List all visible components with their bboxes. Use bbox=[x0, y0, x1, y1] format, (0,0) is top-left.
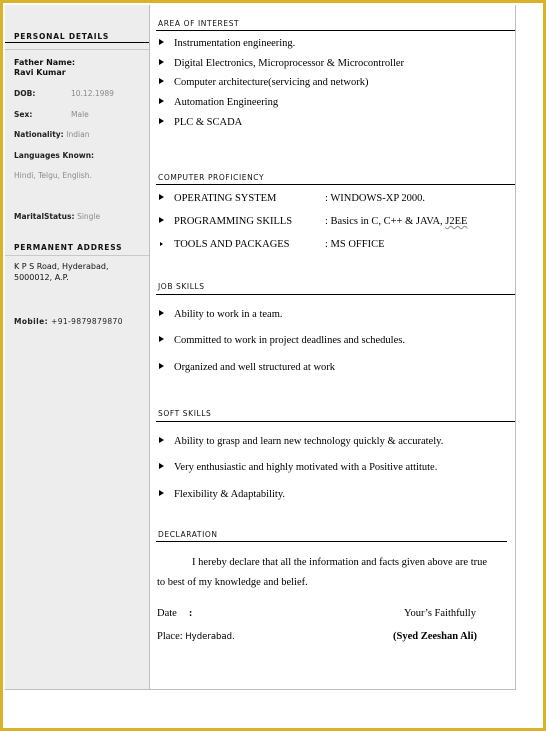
soft-item: Flexibility & Adaptability. bbox=[174, 489, 285, 500]
address-line2: 5000012, A.P. bbox=[14, 273, 69, 282]
sex-label: Sex: bbox=[14, 110, 33, 119]
job-item: Organized and well structured at work bbox=[174, 362, 335, 373]
job-item: Ability to work in a team. bbox=[174, 309, 282, 320]
bullet-arrow-icon bbox=[159, 78, 164, 84]
marital-label-text: MaritalStatus: bbox=[14, 212, 75, 221]
bullet-arrow-icon bbox=[159, 39, 164, 45]
personal-heading-subrule bbox=[5, 49, 149, 50]
bullet-arrow-icon bbox=[159, 118, 164, 124]
mobile-label: Mobile: bbox=[14, 317, 49, 326]
closing-text: Your’s Faithfully bbox=[404, 608, 476, 619]
computer-heading: COMPUTER PROFICIENCY bbox=[158, 173, 265, 182]
mobile-row bbox=[14, 317, 123, 326]
soft-item: Very enthusiastic and highly motivated with a Positive attitute. bbox=[174, 462, 437, 473]
tools-row bbox=[174, 239, 290, 250]
declaration-line1: I hereby declare that all the information and facts given above are true bbox=[192, 557, 488, 568]
j2ee-text: J2EE bbox=[445, 216, 468, 227]
soft-item: Ability to grasp and learn new technology quickly & accurately. bbox=[174, 436, 443, 447]
personal-heading-rule bbox=[5, 42, 149, 43]
interest-item: PLC & SCADA bbox=[174, 117, 242, 128]
bullet-arrow-icon bbox=[159, 437, 164, 443]
nationality-label bbox=[14, 130, 89, 139]
sex-value: Male bbox=[71, 110, 89, 119]
personal-details-heading: PERSONAL DETAILS bbox=[14, 32, 110, 41]
interest-item: Automation Engineering bbox=[174, 97, 278, 108]
place-value: Hyderabad. bbox=[185, 632, 235, 642]
programming-label: PROGRAMMING SKILLS bbox=[174, 216, 293, 227]
languages-value: Hindi, Telgu, English. bbox=[14, 171, 92, 180]
declaration-heading: DECLARATION bbox=[158, 530, 218, 539]
father-name-label: Father Name: bbox=[14, 58, 76, 67]
tools-label: TOOLS AND PACKAGES bbox=[174, 239, 290, 250]
soft-heading-rule bbox=[156, 421, 515, 422]
interest-item: Instrumentation engineering. bbox=[174, 38, 295, 49]
declaration-line2: to best of my knowledge and belief. bbox=[157, 577, 308, 588]
bullet-arrow-icon bbox=[159, 463, 164, 469]
os-row bbox=[174, 193, 276, 204]
mobile-value: +91-9879879870 bbox=[51, 317, 123, 326]
bullet-arrow-icon bbox=[159, 194, 164, 200]
job-item: Committed to work in project deadlines and schedules. bbox=[174, 335, 405, 346]
bullet-arrow-icon bbox=[159, 98, 164, 104]
dob-value: 10.12.1989 bbox=[71, 89, 114, 98]
nationality-value: Indian bbox=[66, 130, 90, 139]
languages-label: Languages Known: bbox=[14, 151, 95, 160]
resume-page bbox=[5, 5, 516, 690]
bullet-arrow-icon bbox=[159, 59, 164, 65]
nationality-label-text: Nationality: bbox=[14, 130, 64, 139]
bullet-arrow-icon bbox=[159, 336, 164, 342]
os-value: : WINDOWS-XP 2000. bbox=[325, 193, 426, 204]
place-row bbox=[157, 631, 235, 642]
bullet-arrow-icon bbox=[160, 242, 163, 246]
personal-sidebar bbox=[5, 5, 150, 689]
programming-row bbox=[174, 216, 292, 227]
soft-heading: SOFT SKILLS bbox=[158, 409, 212, 418]
bullet-arrow-icon bbox=[159, 217, 164, 223]
marital-value: Single bbox=[77, 212, 101, 221]
computer-heading-rule bbox=[156, 184, 515, 185]
main-content bbox=[150, 5, 515, 689]
father-name-value: Ravi Kumar bbox=[14, 68, 66, 77]
interest-heading: AREA OF INTEREST bbox=[158, 19, 240, 28]
interest-heading-rule bbox=[156, 30, 515, 31]
declaration-heading-rule bbox=[156, 541, 507, 542]
tools-value: : MS OFFICE bbox=[325, 239, 385, 250]
bullet-arrow-icon bbox=[159, 310, 164, 316]
bullet-arrow-icon bbox=[159, 363, 164, 369]
address-line1: K P S Road, Hyderabad, bbox=[14, 262, 109, 271]
interest-item: Computer architecture(servicing and network) bbox=[174, 77, 368, 88]
place-label: Place: bbox=[157, 631, 183, 642]
signature-name: (Syed Zeeshan Ali) bbox=[393, 631, 478, 642]
date-label: Date : bbox=[157, 608, 193, 619]
job-heading-rule bbox=[156, 294, 515, 295]
bullet-arrow-icon bbox=[159, 490, 164, 496]
os-label: OPERATING SYSTEM bbox=[174, 193, 277, 204]
address-heading-rule bbox=[5, 255, 149, 256]
dob-label: DOB: bbox=[14, 89, 36, 98]
interest-item: Digital Electronics, Microprocessor & Microcontroller bbox=[174, 58, 404, 69]
job-heading: JOB SKILLS bbox=[158, 282, 205, 291]
programming-value: : Basics in C, C++ & JAVA, J2EE bbox=[325, 216, 468, 227]
marital-status-label bbox=[14, 212, 100, 221]
address-heading: PERMANENT ADDRESS bbox=[14, 243, 123, 252]
resume-sheet bbox=[3, 3, 543, 728]
